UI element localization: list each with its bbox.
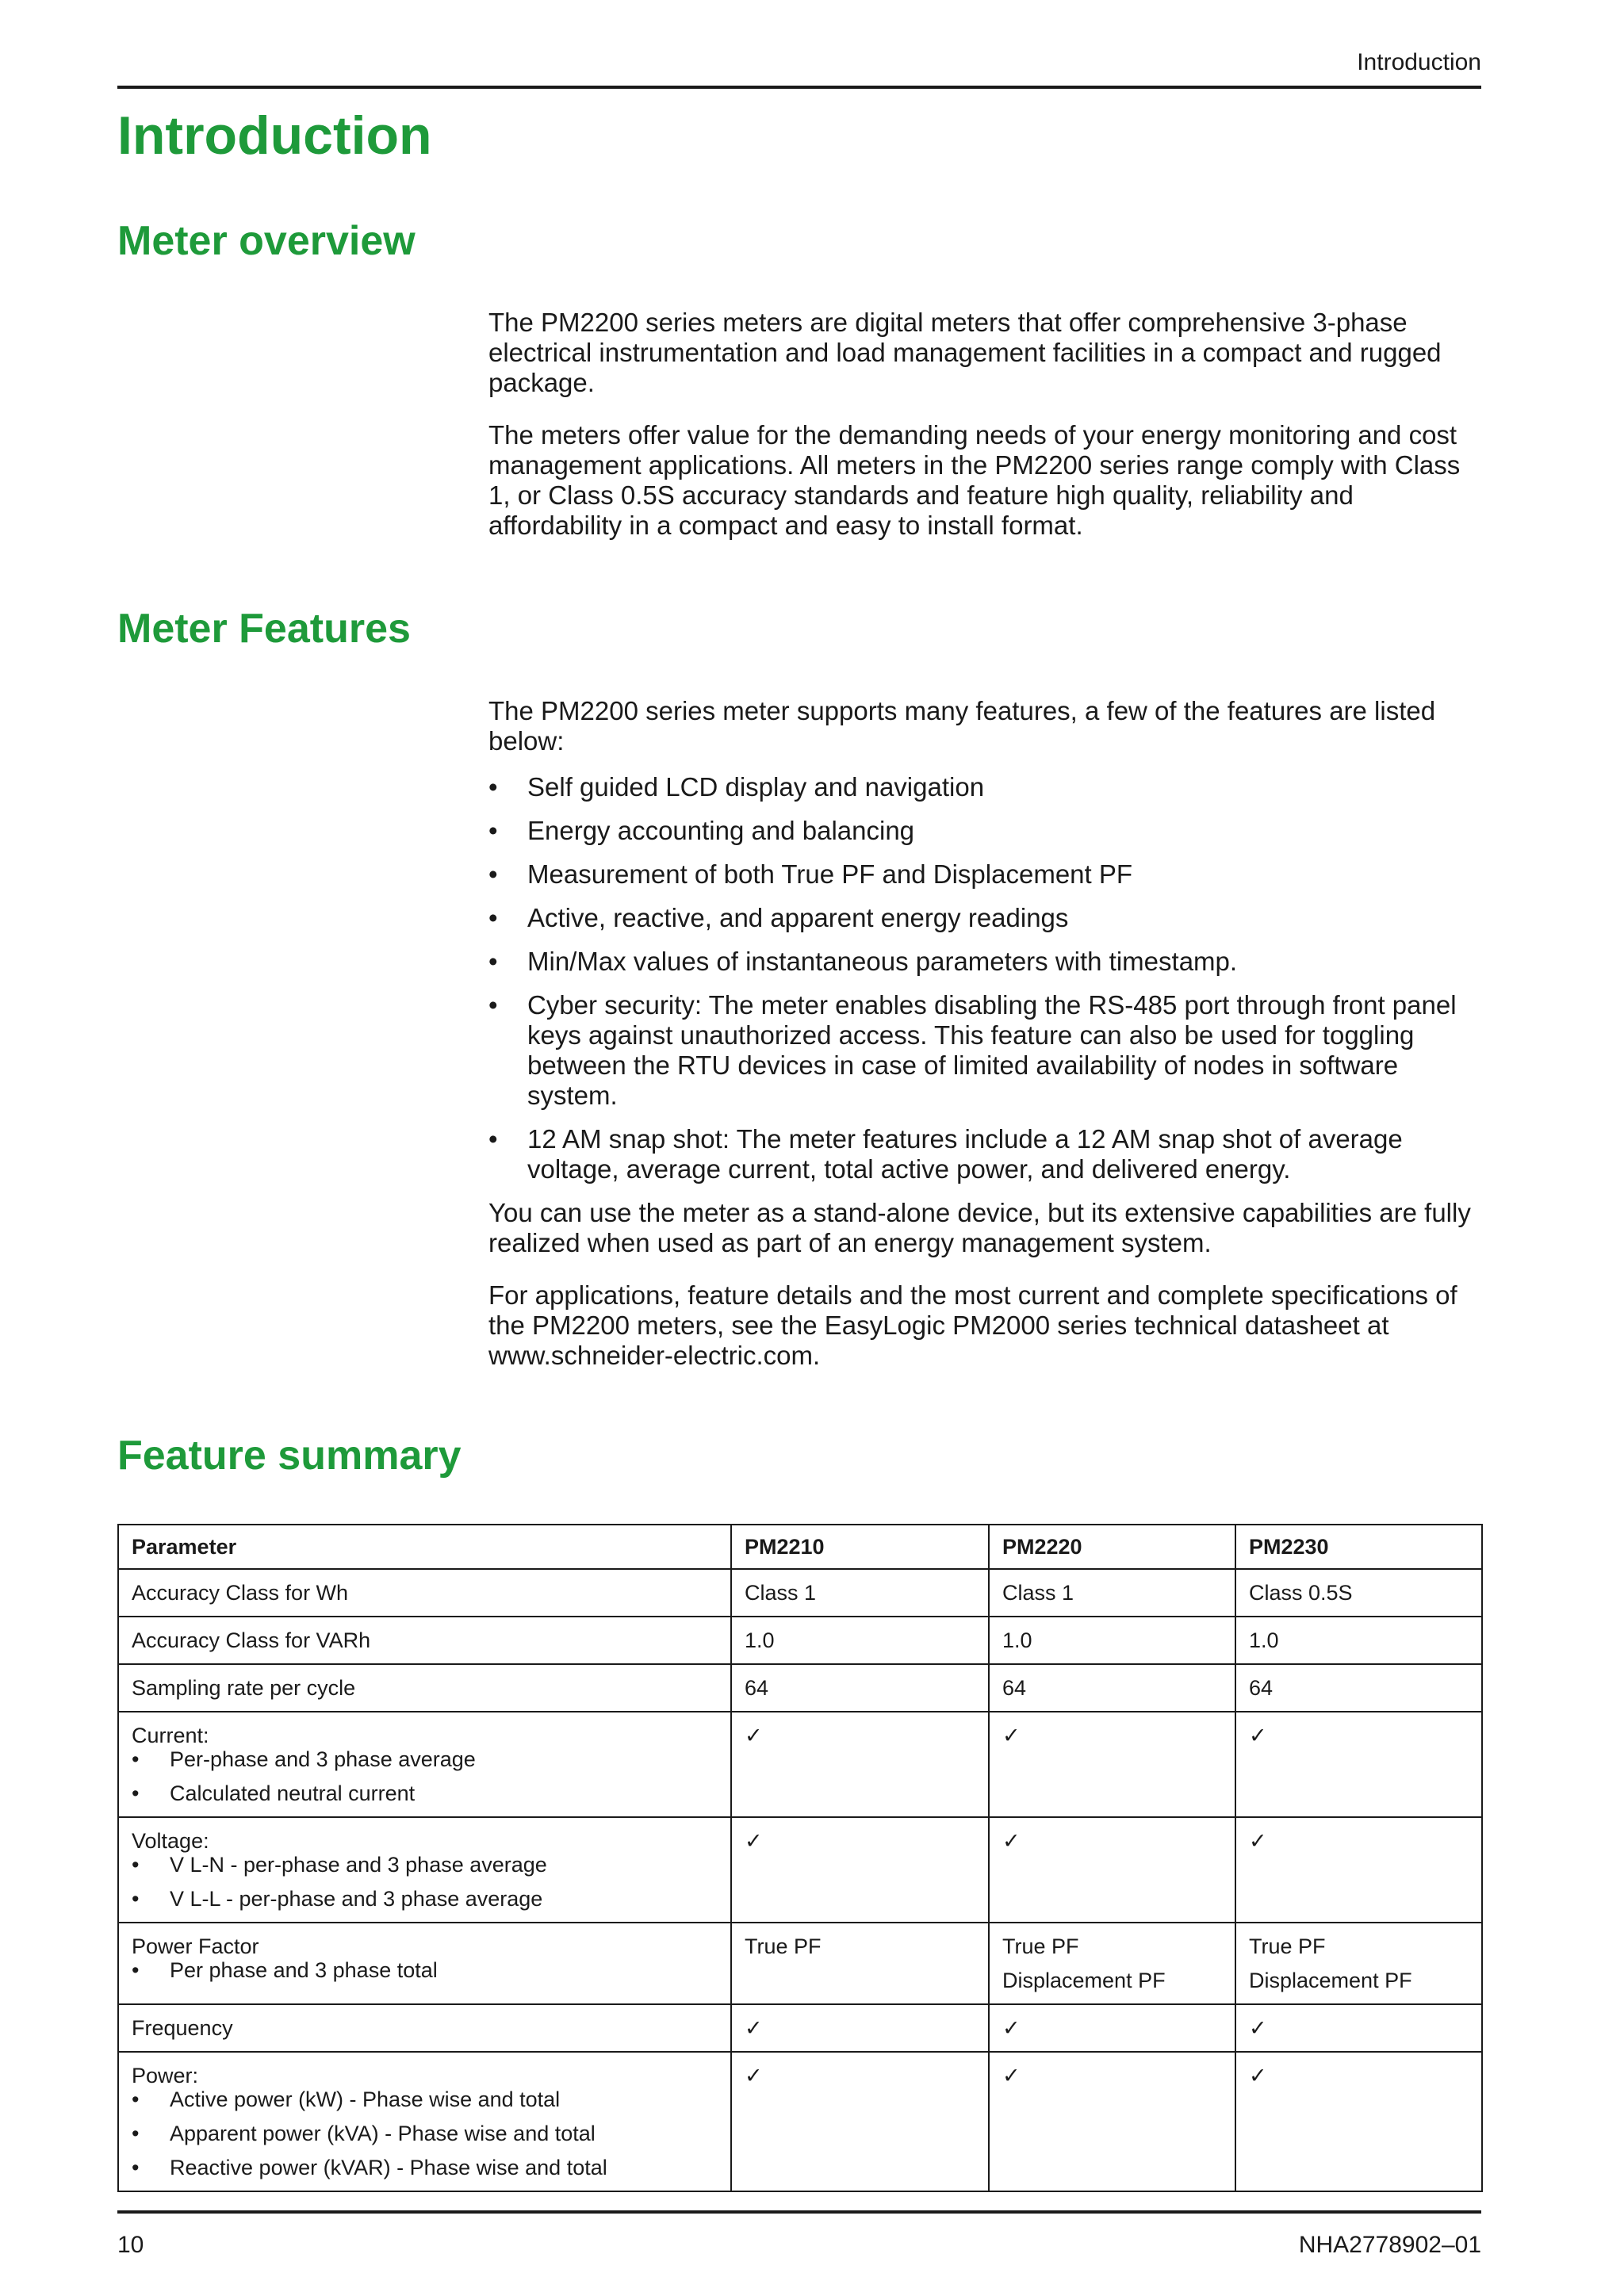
list-item-text: Energy accounting and balancing xyxy=(527,816,915,845)
table-row xyxy=(118,2052,1482,2191)
check-icon: ✓ xyxy=(1002,1829,1021,1853)
parameter-label: Accuracy Class for Wh xyxy=(132,1581,349,1605)
check-icon: ✓ xyxy=(1002,1724,1021,1747)
parameter-label: Accuracy Class for VARh xyxy=(132,1628,371,1652)
column-header: PM2210 xyxy=(731,1525,989,1569)
list-item xyxy=(488,947,1488,977)
parameter-sub-item xyxy=(132,1853,718,1877)
check-icon: ✓ xyxy=(745,1829,763,1853)
value-text: 64 xyxy=(745,1676,769,1700)
bullet-icon: • xyxy=(132,2122,140,2145)
value-cell xyxy=(989,1817,1235,1923)
page-title: Introduction xyxy=(117,105,432,166)
section-heading-summary: Feature summary xyxy=(117,1433,462,1479)
value-text: Class 0.5S xyxy=(1249,1581,1353,1605)
column-header: PM2230 xyxy=(1235,1525,1482,1569)
parameter-sub-item xyxy=(132,1958,718,1982)
parameter-cell xyxy=(118,1569,731,1617)
parameter-sub-item-text: V L-L - per-phase and 3 phase average xyxy=(170,1887,543,1911)
parameter-cell xyxy=(118,2004,731,2052)
table-header-row xyxy=(118,1525,1482,1569)
value-cell xyxy=(989,1617,1235,1664)
parameter-label: Current: xyxy=(132,1724,209,1747)
table-row xyxy=(118,1817,1482,1923)
bullet-icon: • xyxy=(488,903,498,932)
table-row xyxy=(118,2004,1482,2052)
parameter-sub-item-text: V L-N - per-phase and 3 phase average xyxy=(170,1853,547,1877)
list-item-text: Cyber security: The meter enables disabling the RS-485 port through front panel keys against unauthorized access. This feature can also be used for toggling between the RTU devices in case of limited availability of nodes in software system. xyxy=(527,990,1457,1110)
value-text: 64 xyxy=(1002,1676,1027,1700)
value-cell xyxy=(731,1712,989,1817)
value-text: 1.0 xyxy=(1249,1628,1279,1652)
features-list xyxy=(488,772,1488,1184)
bullet-icon: • xyxy=(132,2087,140,2111)
list-item xyxy=(488,903,1488,933)
bullet-icon: • xyxy=(488,947,498,976)
value-cell xyxy=(731,2004,989,2052)
table-row xyxy=(118,1664,1482,1712)
parameter-cell xyxy=(118,1923,731,2004)
parameter-sub-item-text: Reactive power (kVAR) - Phase wise and total xyxy=(170,2156,607,2179)
list-item-text: Active, reactive, and apparent energy readings xyxy=(527,903,1069,932)
list-item xyxy=(488,772,1488,802)
value-text: True PF xyxy=(1002,1934,1079,1958)
check-icon: ✓ xyxy=(1249,2016,1267,2040)
list-item-text: Self guided LCD display and navigation xyxy=(527,772,985,802)
parameter-sub-item xyxy=(132,2156,718,2179)
value-cell xyxy=(1235,1712,1482,1817)
value-cell xyxy=(1235,1664,1482,1712)
check-icon: ✓ xyxy=(1249,1724,1267,1747)
value-cell xyxy=(1235,1569,1482,1617)
value-cell xyxy=(1235,1617,1482,1664)
list-item-text: 12 AM snap shot: The meter features include a 12 AM snap shot of average voltage, average current, total active power, and delivered energy. xyxy=(527,1124,1403,1184)
list-item xyxy=(488,859,1488,890)
value-cell xyxy=(989,2004,1235,2052)
overview-paragraph: The meters offer value for the demanding needs of your energy monitoring and cost management applications. All meters in the PM2200 series range comply with Class 1, or Class 0.5S accuracy standards and feature high quality, reliability and affordability in a compact and easy to install format. xyxy=(488,420,1461,540)
value-cell xyxy=(731,2052,989,2191)
check-icon: ✓ xyxy=(1249,1829,1267,1853)
value-cell xyxy=(731,1923,989,2004)
parameter-sub-item-text: Apparent power (kVA) - Phase wise and total xyxy=(170,2122,596,2145)
parameter-label: Power: xyxy=(132,2064,199,2087)
table-row xyxy=(118,1923,1482,2004)
parameter-cell xyxy=(118,1817,731,1923)
overview-body xyxy=(488,308,1488,563)
table-row xyxy=(118,1569,1482,1617)
bullet-icon: • xyxy=(132,1747,140,1771)
bullet-icon: • xyxy=(132,1781,140,1805)
value-cell xyxy=(731,1617,989,1664)
table-row xyxy=(118,1617,1482,1664)
bullet-icon: • xyxy=(488,1124,498,1154)
parameter-sub-item-text: Per-phase and 3 phase average xyxy=(170,1747,476,1771)
value-text: Class 1 xyxy=(1002,1581,1074,1605)
section-heading-features: Meter Features xyxy=(117,606,411,652)
parameter-cell xyxy=(118,2052,731,2191)
value-cell xyxy=(989,2052,1235,2191)
list-item-text: Min/Max values of instantaneous parameters with timestamp. xyxy=(527,947,1238,976)
value-cell xyxy=(731,1664,989,1712)
bullet-icon: • xyxy=(488,816,498,845)
value-cell xyxy=(1235,2052,1482,2191)
parameter-label: Frequency xyxy=(132,2016,233,2040)
column-header: Parameter xyxy=(118,1525,731,1569)
bullet-icon: • xyxy=(132,1853,140,1877)
bullet-icon: • xyxy=(488,859,498,889)
check-icon: ✓ xyxy=(1002,2064,1021,2087)
bullet-icon: • xyxy=(488,772,498,802)
check-icon: ✓ xyxy=(1002,2016,1021,2040)
parameter-sub-item-text: Active power (kW) - Phase wise and total xyxy=(170,2087,561,2111)
bullet-icon: • xyxy=(132,1887,140,1911)
value-cell xyxy=(989,1664,1235,1712)
parameter-sub-item xyxy=(132,2122,718,2145)
value-cell xyxy=(989,1923,1235,2004)
parameter-sub-item-text: Per phase and 3 phase total xyxy=(170,1958,438,1982)
check-icon: ✓ xyxy=(1249,2064,1267,2087)
running-header xyxy=(117,32,1481,89)
document-id: NHA2778902–01 xyxy=(1298,2232,1481,2258)
features-after-paragraph: For applications, feature details and the most current and complete specifications of the PM2200 meters, see the EasyLogic PM2000 series technical datasheet at www.schneider-electric.com. xyxy=(488,1280,1457,1370)
list-item xyxy=(488,990,1488,1111)
parameter-label: Voltage: xyxy=(132,1829,209,1853)
list-item xyxy=(488,816,1488,846)
value-text: True PF xyxy=(745,1934,822,1958)
overview-paragraph: The PM2200 series meters are digital meters that offer comprehensive 3-phase electrical instrumentation and load management facilities in a compact and rugged package. xyxy=(488,308,1442,397)
parameter-sub-item xyxy=(132,1747,718,1771)
list-item xyxy=(488,1124,1488,1184)
value-cell xyxy=(1235,1923,1482,2004)
bullet-icon: • xyxy=(132,1958,140,1982)
parameter-cell xyxy=(118,1712,731,1817)
value-text: Class 1 xyxy=(745,1581,817,1605)
value-text: True PF xyxy=(1249,1934,1326,1958)
bullet-icon: • xyxy=(488,990,498,1020)
parameter-cell xyxy=(118,1617,731,1664)
check-icon: ✓ xyxy=(745,2016,763,2040)
features-after-paragraph: You can use the meter as a stand-alone device, but its extensive capabilities are fully realized when used as part of an energy management system. xyxy=(488,1198,1471,1257)
check-icon: ✓ xyxy=(745,2064,763,2087)
value-cell xyxy=(989,1569,1235,1617)
value-cell xyxy=(731,1569,989,1617)
parameter-sub-item xyxy=(132,2087,718,2111)
check-icon: ✓ xyxy=(745,1724,763,1747)
value-text: 1.0 xyxy=(1002,1628,1032,1652)
column-header: PM2220 xyxy=(989,1525,1235,1569)
parameter-cell xyxy=(118,1664,731,1712)
value-cell xyxy=(1235,2004,1482,2052)
value-text: 1.0 xyxy=(745,1628,775,1652)
parameter-sub-item xyxy=(132,1887,718,1911)
parameter-sub-item-text: Calculated neutral current xyxy=(170,1781,416,1805)
value-text: Displacement PF xyxy=(1249,1969,1412,1992)
section-heading-overview: Meter overview xyxy=(117,218,416,264)
parameter-label: Sampling rate per cycle xyxy=(132,1676,356,1700)
value-cell xyxy=(1235,1817,1482,1923)
value-text: 64 xyxy=(1249,1676,1274,1700)
list-item-text: Measurement of both True PF and Displacement PF xyxy=(527,859,1133,889)
running-header-title: Introduction xyxy=(1357,49,1481,75)
value-cell xyxy=(731,1817,989,1923)
features-intro: The PM2200 series meter supports many features, a few of the features are listed below: xyxy=(488,696,1436,756)
parameter-label: Power Factor xyxy=(132,1934,259,1958)
parameter-sub-item xyxy=(132,1781,718,1805)
page-number: 10 xyxy=(117,2232,144,2258)
bullet-icon: • xyxy=(132,2156,140,2179)
table-row xyxy=(118,1712,1482,1817)
value-text: Displacement PF xyxy=(1002,1969,1166,1992)
value-cell xyxy=(989,1712,1235,1817)
features-body xyxy=(488,696,1488,1393)
feature-summary-table xyxy=(117,1524,1483,2192)
footer-rule xyxy=(117,2210,1481,2214)
table-body xyxy=(118,1569,1482,2191)
